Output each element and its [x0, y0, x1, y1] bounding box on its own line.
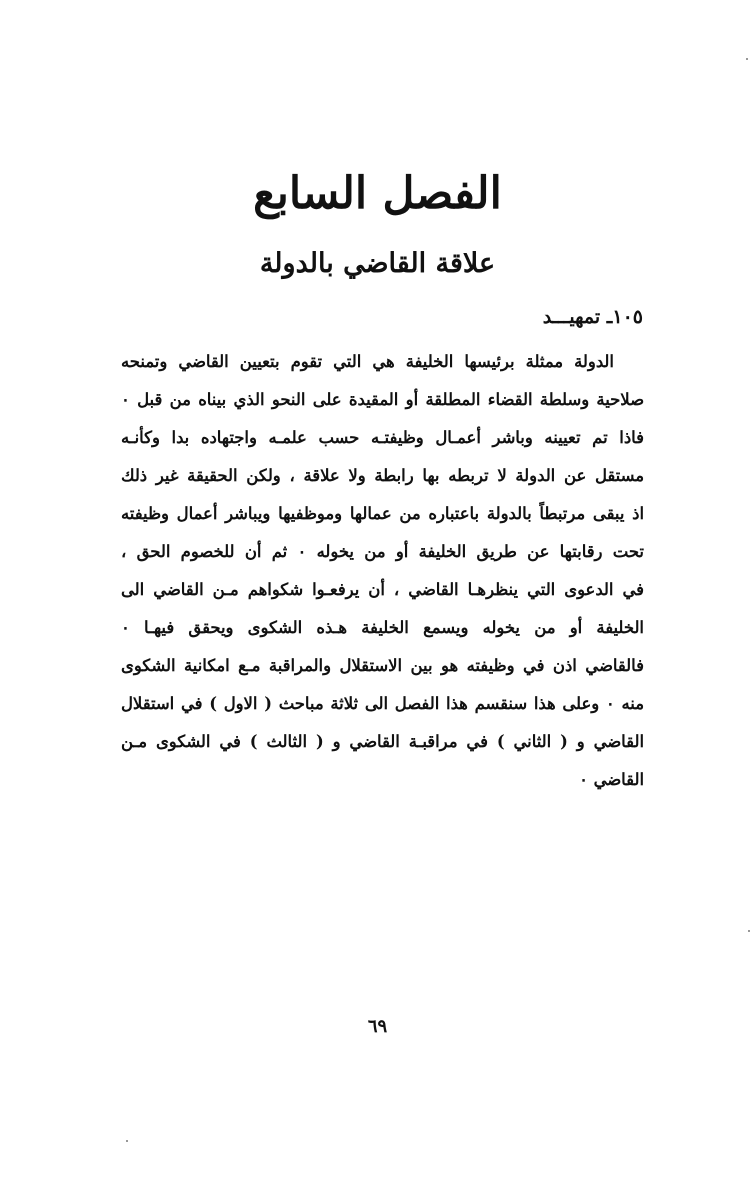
- scan-speck: [126, 1140, 128, 1142]
- body-paragraph: [121, 343, 644, 799]
- scan-speck: [746, 58, 748, 60]
- paragraph-line: القاضي ٠: [579, 770, 644, 789]
- paragraph-line: الدولة ممثلة برئيسها الخليفة هي التي تقوم بتعيين القاضي وتمنحه: [121, 352, 614, 371]
- paragraph-line: تحت رقابتها عن طريق الخليفة أو من يخوله ٠ ثم أن للخصوم الحق ،: [121, 542, 644, 561]
- paragraph-line: منه ٠ وعلى هذا سنقسم هذا الفصل الى ثلاثة مباحث ( الاول ) في استقلال: [121, 694, 644, 713]
- paragraph-line: مستقل عن الدولة لا تربطه بها رابطة ولا علاقة ، ولكن الحقيقة غير ذلك: [121, 466, 644, 485]
- paragraph-line: فالقاضي اذن في وظيفته هو بين الاستقلال والمراقبة مـع امكانية الشكوى: [121, 656, 644, 675]
- paragraph-line: فاذا تم تعيينه وباشر أعمـال وظيفتـه حسب علمـه واجتهاده بدا وكأنـه: [121, 428, 644, 447]
- paragraph-line: القاضي و ( الثاني ) في مراقبـة القاضي و ( الثالث ) في الشكوى مـن: [121, 732, 644, 751]
- scan-speck: [748, 930, 750, 932]
- chapter-title: الفصل السابع: [253, 168, 502, 219]
- paragraph-line: صلاحية وسلطة القضاء المطلقة أو المقيدة على النحو الذي بيناه من قبل ٠: [121, 390, 644, 409]
- paragraph-line: اذ يبقى مرتبطاً بالدولة باعتباره من عمالها وموظفيها ويباشر أعمال وظيفته: [121, 504, 644, 523]
- chapter-subtitle: علاقة القاضي بالدولة: [259, 248, 496, 279]
- section-heading: ١٠٥ـ تمهيـــد: [542, 306, 643, 328]
- paragraph-line: في الدعوى التي ينظرهـا القاضي ، أن يرفعـوا شكواهم مـن القاضي الى: [121, 580, 644, 599]
- page-number: ٦٩: [367, 1016, 388, 1037]
- paragraph-line: الخليفة أو من يخوله ويسمع الخليفة هـذه الشكوى ويحقق فيهـا ٠: [121, 618, 644, 637]
